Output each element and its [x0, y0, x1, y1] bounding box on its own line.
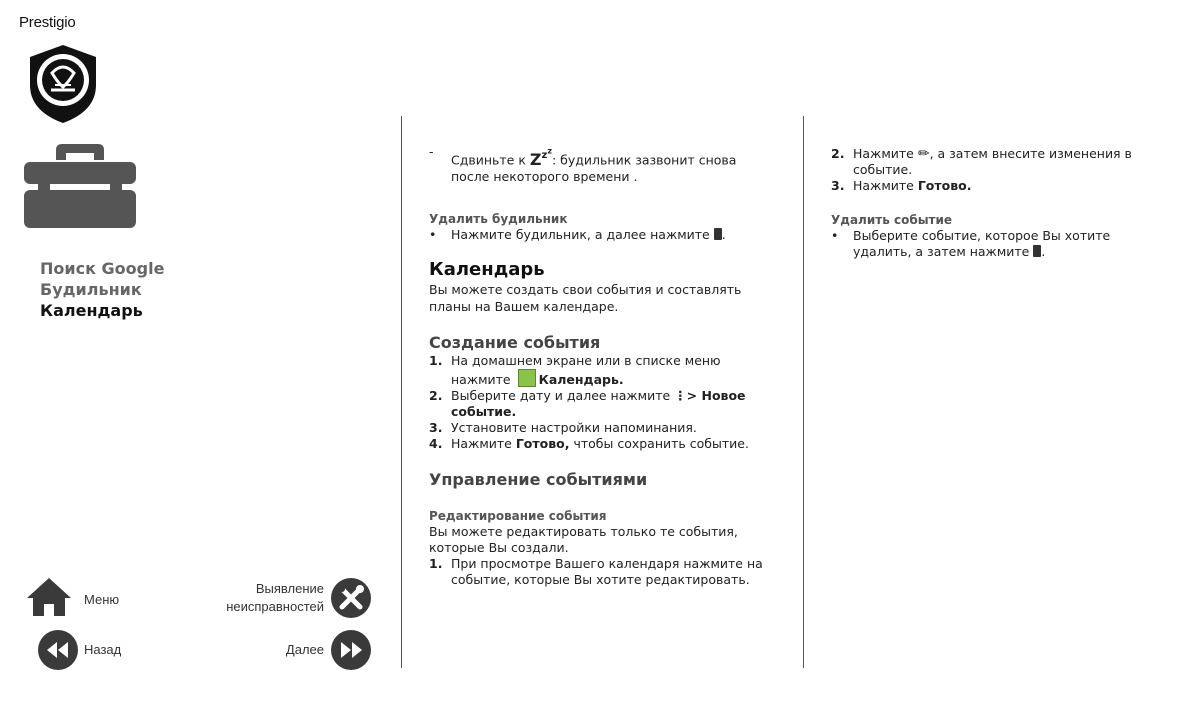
create-step-1: 1. На домашнем экране или в списке меню нажмите Календарь.: [429, 352, 721, 387]
create-step-3: 3. Установите настройки напоминания.: [429, 419, 697, 435]
dash-bullet: -: [429, 144, 434, 159]
column-divider: [803, 116, 804, 668]
edit-event-title: Редактирование события: [429, 508, 607, 523]
create-step-2: 2. Выберите дату и далее нажмите ⋮> Новое событие.: [429, 387, 746, 419]
content-column-1: [429, 144, 774, 588]
create-event-heading: Создание события: [429, 332, 601, 352]
toolbox-icon: [24, 140, 136, 228]
column-divider: [401, 116, 402, 668]
topic-google-search[interactable]: Поиск Google: [40, 259, 165, 278]
pencil-icon: ✏: [917, 146, 930, 162]
edit-step-2: 2. Нажмите ✏, а затем внесите изменения в событие.: [831, 146, 1132, 177]
calendar-app-icon: [518, 369, 536, 387]
tools-icon[interactable]: [331, 578, 371, 618]
topic-list: [40, 258, 164, 321]
delete-alarm-item: • Нажмите будильник, а далее нажмите .: [429, 226, 726, 242]
content-column-2: [831, 146, 1161, 260]
manage-events-heading: Управление событиями: [429, 469, 648, 489]
menu-dots-icon: ⋮: [674, 387, 687, 403]
calendar-heading: Календарь: [429, 258, 545, 280]
create-step-4: 4. Нажмите Готово, чтобы сохранить событие.: [429, 435, 749, 451]
back-arrow-icon[interactable]: [38, 630, 78, 670]
troubleshoot-link[interactable]: Выявление неисправностей: [226, 581, 324, 614]
delete-event-title: Удалить событие: [831, 213, 953, 227]
delete-alarm-title: Удалить будильник: [429, 211, 568, 226]
delete-event-item: • Выберите событие, которое Вы хотите удалить, а затем нажмите .: [831, 228, 1111, 259]
menu-link[interactable]: Меню: [84, 592, 120, 607]
prestigio-logo-icon: [22, 43, 104, 125]
next-arrow-icon[interactable]: [331, 630, 371, 670]
trash-icon: [714, 228, 722, 240]
home-icon[interactable]: [26, 576, 72, 618]
topic-alarm[interactable]: Будильник: [40, 280, 142, 299]
back-link[interactable]: Назад: [84, 642, 122, 657]
edit-step-3: 3. Нажмите Готово.: [831, 178, 972, 193]
edit-event-intro: Вы можете редактировать только те события, которые Вы создали.: [429, 523, 738, 555]
topic-calendar[interactable]: Календарь: [40, 301, 143, 320]
snooze-item: - Сдвиньте к $Z^{z^z}$: будильник зазвонит снова после некоторого времени .: [429, 144, 737, 184]
calendar-intro: Вы можете создать свои события и составлять планы на Вашем календаре.: [429, 281, 742, 314]
brand-name: Prestigio: [19, 14, 76, 31]
edit-step-1: 1. При просмотре Вашего календаря нажмите на событие, которые Вы хотите редактировать.: [429, 555, 763, 587]
trash-icon: [1033, 245, 1041, 257]
snooze-icon: $Z^{z^z}$: [529, 147, 552, 169]
next-link[interactable]: Далее: [285, 642, 324, 657]
